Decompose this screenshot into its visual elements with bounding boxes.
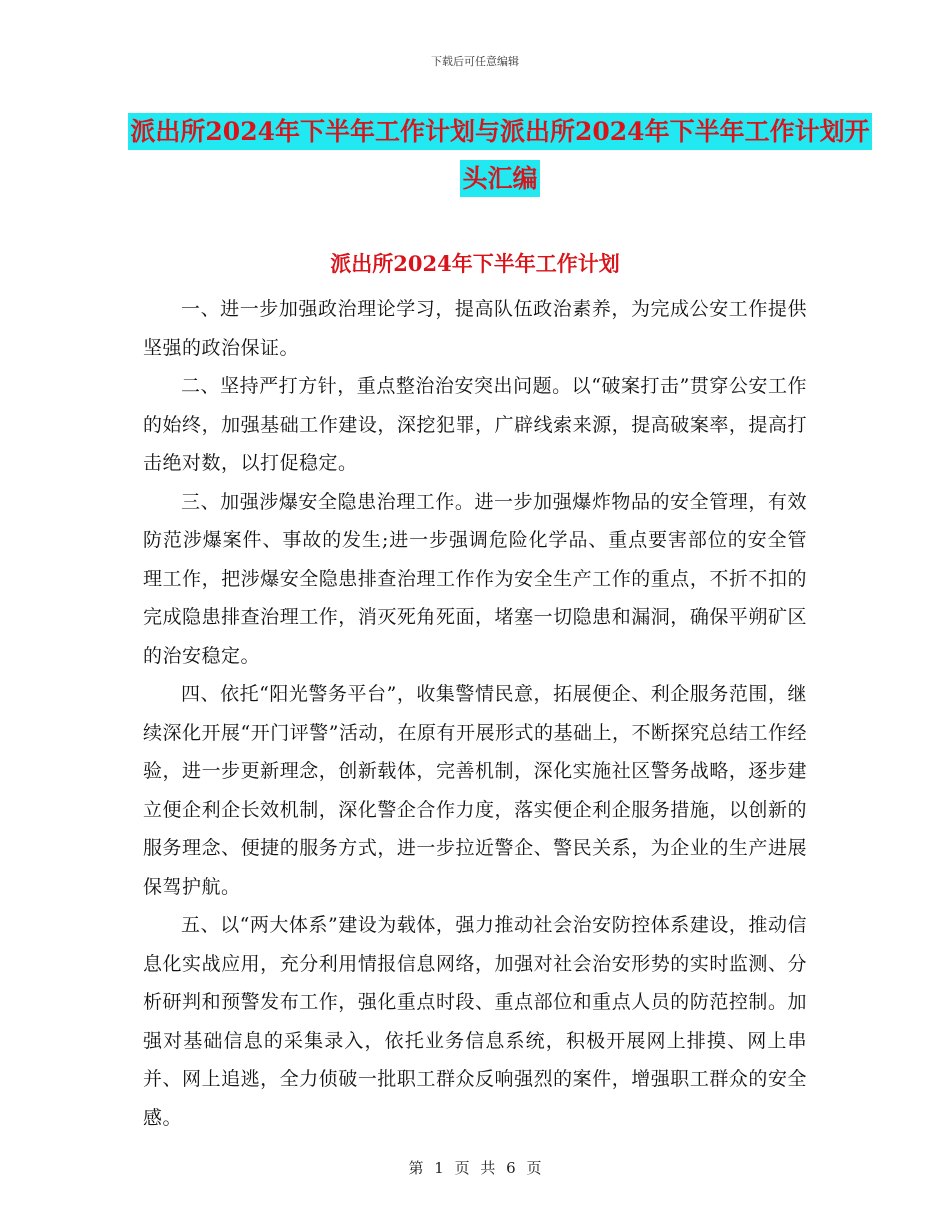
document-title-text: 派出所2024年下半年工作计划与派出所2024年下半年工作计划开头汇编 bbox=[128, 113, 871, 197]
paragraph-3: 三、加强涉爆安全隐患治理工作。进一步加强爆炸物品的安全管理，有效防范涉爆案件、事故的发生;进一步强调危险化学品、重点要害部位的安全管理工作，把涉爆安全隐患排查治理工作作为安全生产工作的重点，不折不扣的完成隐患排查治理工作，消灭死角死面，堵塞一切隐患和漏洞，确保平朔矿区的治安稳定。 bbox=[143, 490, 807, 667]
page-number-footer: 第 1 页 共 6 页 bbox=[408, 1159, 542, 1177]
document-body bbox=[143, 290, 807, 1137]
section-title: 派出所2024年下半年工作计划 bbox=[330, 251, 620, 276]
document-title bbox=[120, 108, 880, 202]
paragraph-2: 二、坚持严打方针，重点整治治安突出问题。以“破案打击”贯穿公安工作的始终，加强基础工作建设，深挖犯罪，广辟线索来源，提高破案率，提高打击绝对数，以打促稳定。 bbox=[143, 375, 807, 474]
paragraph-5: 五、以“两大体系”建设为载体，强力推动社会治安防控体系建设，推动信息化实战应用，充分利用情报信息网络，加强对社会治安形势的实时监测、分析研判和预警发布工作，强化重点时段、重点部位和重点人员的防范控制。加强对基础信息的采集录入，依托业务信息系统，积极开展网上排摸、网上串并、网上追逃，全力侦破一批职工群众反响强烈的案件，增强职工群众的安全感。 bbox=[143, 914, 807, 1129]
paragraph-1: 一、进一步加强政治理论学习，提高队伍政治素养，为完成公安工作提供坚强的政治保证。 bbox=[143, 298, 807, 359]
paragraph-4: 四、依托“阳光警务平台”，收集警情民意，拓展便企、利企服务范围，继续深化开展“开门评警”活动，在原有开展形式的基础上，不断探究总结工作经验，进一步更新理念，创新载体，完善机制，深化实施社区警务战略，逐步建立便企利企长效机制，深化警企合作力度，落实便企利企服务措施，以创新的服务理念、便捷的服务方式，进一步拉近警企、警民关系，为企业的生产进展保驾护航。 bbox=[143, 683, 807, 898]
header-note: 下载后可任意编辑 bbox=[431, 55, 519, 68]
